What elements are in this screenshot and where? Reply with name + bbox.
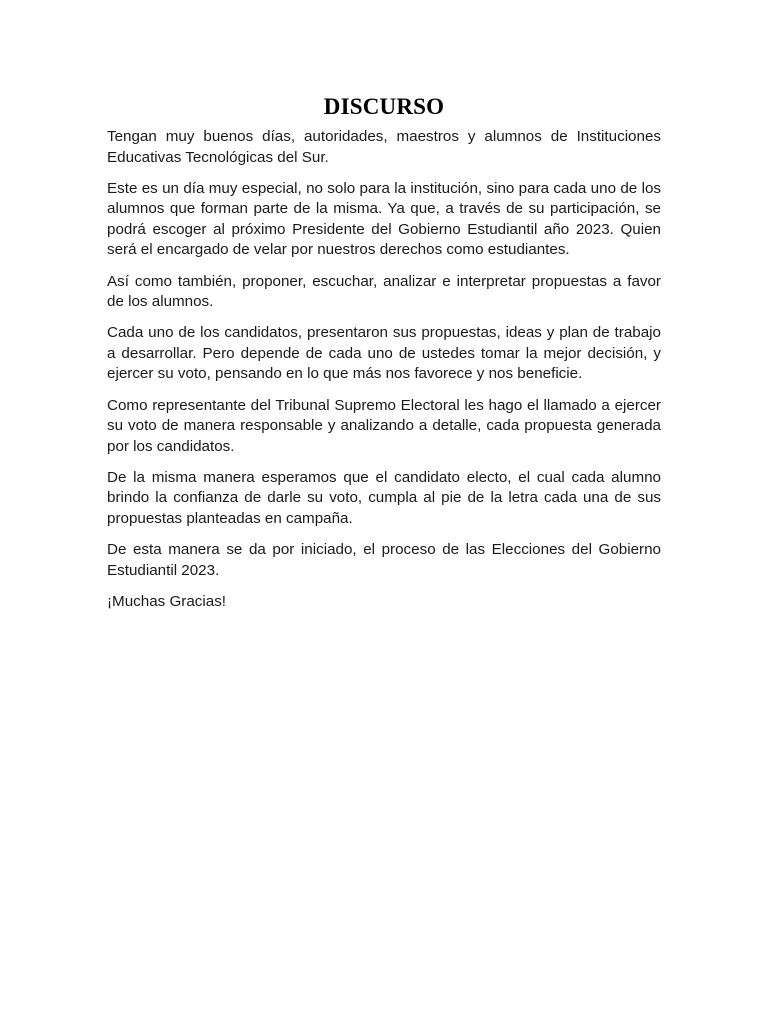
document-title: DISCURSO: [323, 94, 445, 119]
paragraph-elected-candidate: De la misma manera esperamos que el candidato electo, el cual cada alumno brindo la confianza de darle su voto, cumpla al pie de la letra cada una de sus propuestas planteadas en campaña.: [107, 468, 661, 527]
document-body: [107, 90, 661, 623]
paragraph-proposals: Así como también, proponer, escuchar, analizar e interpretar propuestas a favor de los alumnos.: [107, 272, 661, 311]
paragraph-process-start: De esta manera se da por iniciado, el proceso de las Elecciones del Gobierno Estudiantil 2023.: [107, 541, 661, 579]
paragraph-special-day: Este es un día muy especial, no solo para la institución, sino para cada uno de los alumnos que forman parte de la misma. Ya que, a través de su participación, se podrá escoger al próximo Presidente del Gobierno Estudiantil año 2023. Quien será el encargado de velar por nuestros derechos como estudiantes.: [107, 179, 661, 259]
paragraph-candidates: Cada uno de los candidatos, presentaron sus propuestas, ideas y plan de trabajo a desarrollar. Pero depende de cada uno de ustedes tomar la mejor decisión, y ejercer su voto, pensando en lo que más nos favorece y nos beneficie.: [107, 324, 661, 383]
paragraph-greeting: Tengan muy buenos días, autoridades, maestros y alumnos de Instituciones Educativas Tecnológicas del Sur.: [107, 128, 661, 166]
paragraph-tribunal-call: Como representante del Tribunal Supremo Electoral les hago el llamado a ejercer su voto de manera responsable y analizando a detalle, cada propuesta generada por los candidatos.: [107, 396, 661, 455]
paragraph-closing: ¡Muchas Gracias!: [107, 592, 227, 610]
